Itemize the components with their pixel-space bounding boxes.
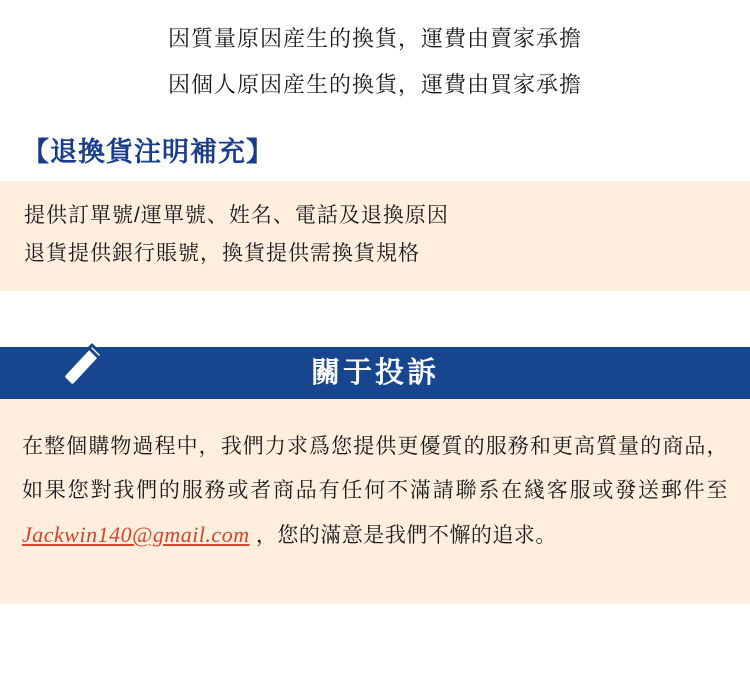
complaint-paragraph: [22, 425, 728, 558]
complaint-text-after-email: ，您的滿意是我們不懈的追求。: [249, 524, 557, 547]
complaint-banner-title: 關于投訴: [310, 357, 439, 389]
policy-line-2: 因個人原因産生的換貨，運費由買家承擔: [167, 72, 582, 97]
pencil-note-icon: [36, 335, 108, 399]
complaint-body: [0, 399, 750, 604]
return-note-line-2: 退貨提供銀行賬號，換貨提供需換貨規格: [24, 242, 420, 265]
complaint-text-before-email: 在整個購物過程中，我們力求爲您提供更優質的服務和更高質量的商品，如果您對我們的服務或者商品有任何不滿請聯系在綫客服或發送郵件至: [22, 435, 728, 502]
complaint-banner: [0, 335, 750, 399]
return-note-title: 【退換貨注明補充】: [22, 137, 274, 167]
support-email-link[interactable]: Jackwin140@gmail.com: [22, 522, 250, 547]
return-note-line-1: 提供訂單號/運單號、姓名、電話及退換原因: [24, 204, 449, 227]
return-policy-lines: [0, 0, 750, 108]
policy-line-1: 因質量原因産生的換貨，運費由賣家承擔: [167, 26, 582, 51]
return-note-block: [0, 181, 750, 291]
